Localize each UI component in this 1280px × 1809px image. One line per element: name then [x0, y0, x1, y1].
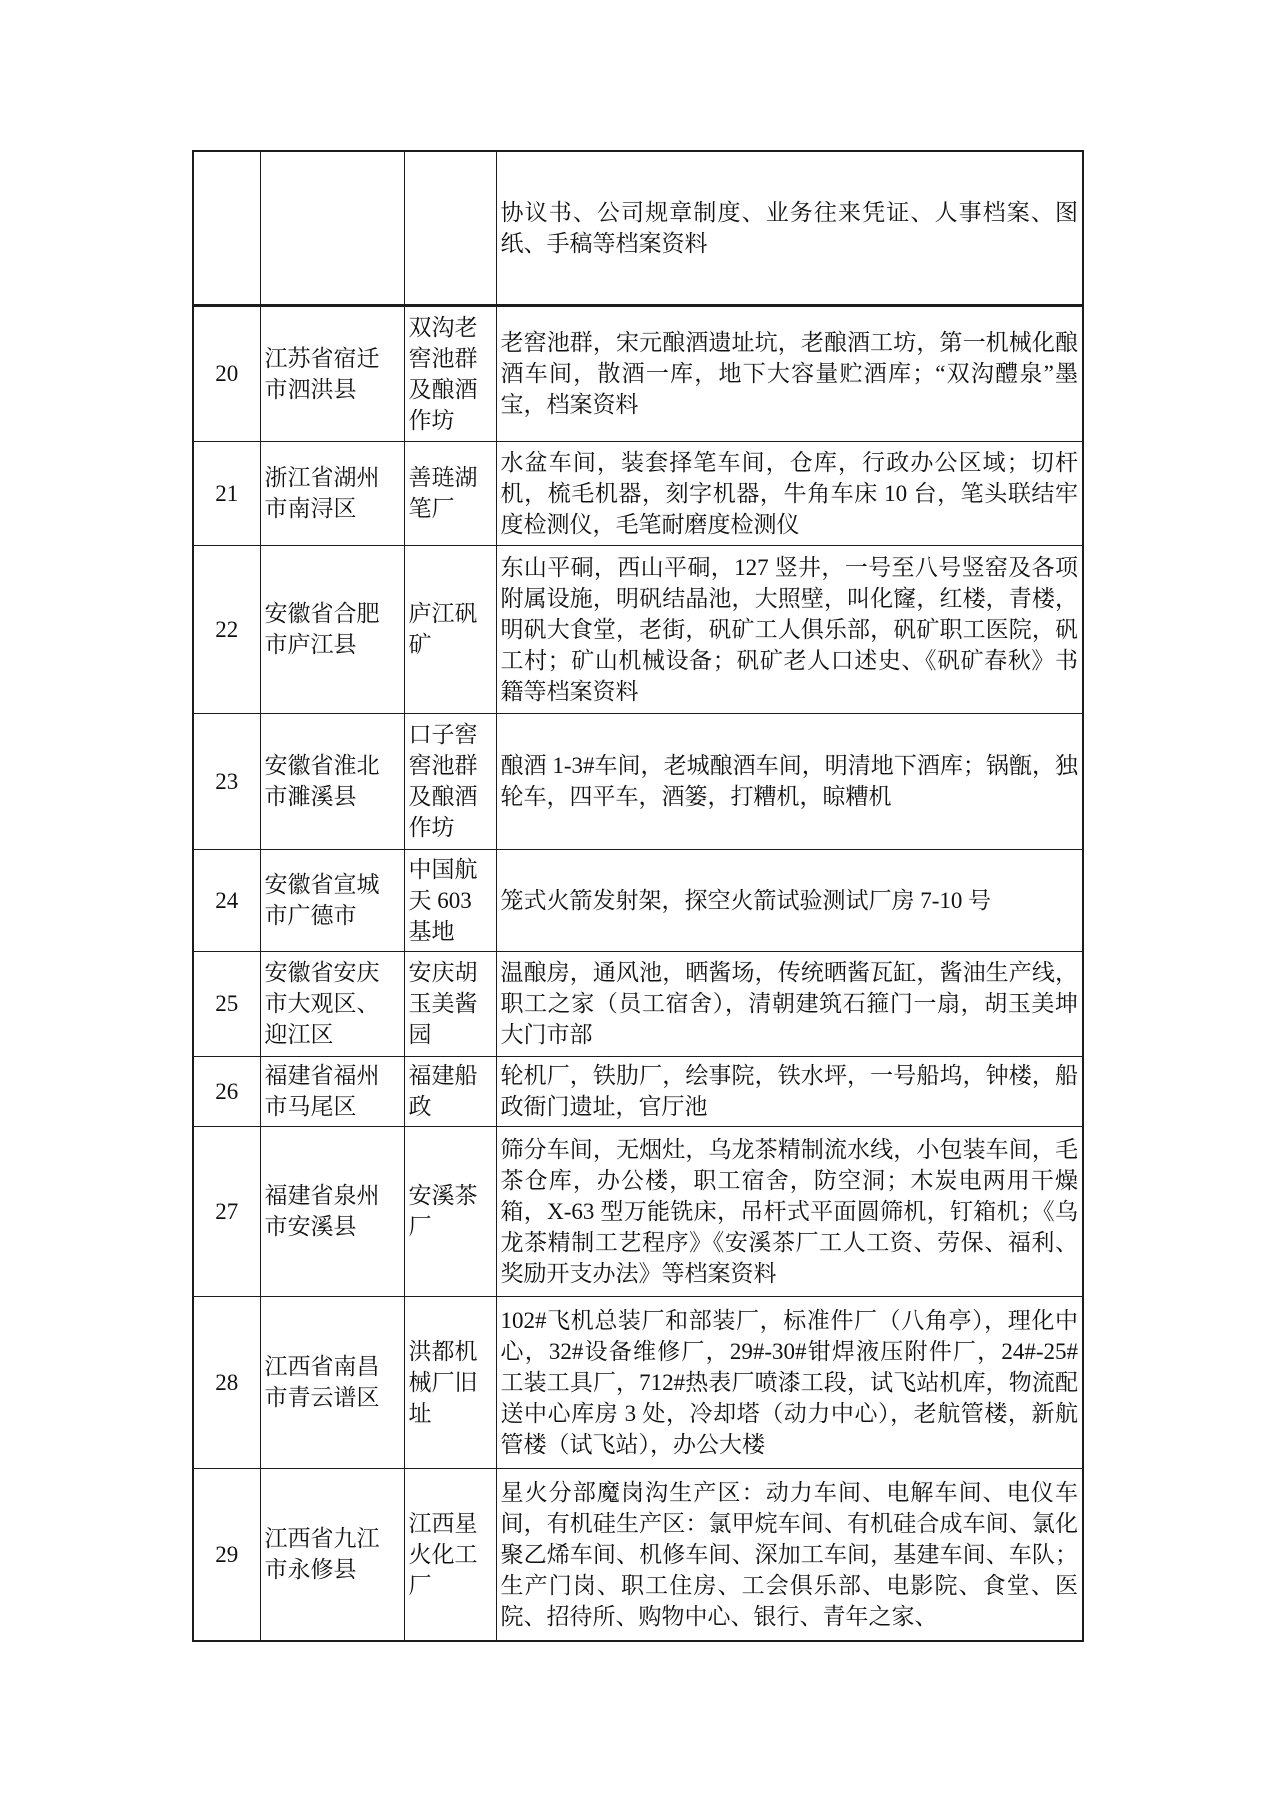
site-name-cell: 洪都机械厂旧址	[404, 1296, 496, 1468]
table-row	[193, 1296, 1083, 1468]
table-row	[193, 1468, 1083, 1641]
site-name-cell: 安庆胡玉美酱园	[404, 951, 496, 1056]
site-name-cell: 中国航天 603 基地	[404, 849, 496, 951]
table-row	[193, 305, 1083, 441]
row-number-cell	[193, 151, 260, 305]
location-cell: 安徽省合肥市庐江县	[260, 545, 404, 713]
location-cell: 安徽省宣城市广德市	[260, 849, 404, 951]
site-name-cell: 善琏湖笔厂	[404, 441, 496, 545]
items-cell: 温酿房，通风池，晒酱场，传统晒酱瓦缸，酱油生产线，职工之家（员工宿舍），清朝建筑石箍门一扇，胡玉美坤大门市部	[496, 951, 1083, 1056]
table-row	[193, 849, 1083, 951]
table-row	[193, 1126, 1083, 1296]
row-number-cell: 24	[193, 849, 260, 951]
location-cell: 福建省福州市马尾区	[260, 1056, 404, 1126]
site-name-cell: 双沟老窖池群及酿酒作坊	[404, 305, 496, 441]
row-number-cell: 26	[193, 1056, 260, 1126]
location-cell: 江西省九江市永修县	[260, 1468, 404, 1641]
items-cell: 轮机厂，铁肋厂，绘事院，铁水坪，一号船坞，钟楼，船政衙门遗址，官厅池	[496, 1056, 1083, 1126]
site-name-cell: 安溪茶厂	[404, 1126, 496, 1296]
location-cell: 福建省泉州市安溪县	[260, 1126, 404, 1296]
row-number-cell: 21	[193, 441, 260, 545]
location-cell: 安徽省淮北市濉溪县	[260, 713, 404, 849]
site-name-cell	[404, 151, 496, 305]
location-cell: 安徽省安庆市大观区、迎江区	[260, 951, 404, 1056]
site-name-cell: 口子窖窖池群及酿酒作坊	[404, 713, 496, 849]
items-cell: 协议书、公司规章制度、业务往来凭证、人事档案、图纸、手稿等档案资料	[496, 151, 1083, 305]
row-number-cell: 25	[193, 951, 260, 1056]
items-cell: 筛分车间，无烟灶，乌龙茶精制流水线，小包装车间，毛茶仓库，办公楼，职工宿舍，防空洞；木炭电两用干燥箱，X-63 型万能铣床，吊杆式平面圆筛机，钉箱机；《乌龙茶精制工艺程序》《安溪茶厂工人工资、劳保、福利、奖励开支办法》等档案资料	[496, 1126, 1083, 1296]
location-cell: 江苏省宿迁市泗洪县	[260, 305, 404, 441]
items-cell: 酿酒 1-3#车间，老城酿酒车间，明清地下酒库；锅甑，独轮车，四平车，酒篓，打糟机，晾糟机	[496, 713, 1083, 849]
items-cell: 东山平硐，西山平硐，127 竖井，一号至八号竖窑及各项附属设施，明矾结晶池，大照壁，叫化窿，红楼，青楼，明矾大食堂，老街，矾矿工人俱乐部，矾矿职工医院，矾工村；矿山机械设备；矾矿老人口述史、《矾矿春秋》书籍等档案资料	[496, 545, 1083, 713]
row-number-cell: 29	[193, 1468, 260, 1641]
table-row-continued	[193, 151, 1083, 305]
row-number-cell: 22	[193, 545, 260, 713]
table-row	[193, 951, 1083, 1056]
site-name-cell: 江西星火化工厂	[404, 1468, 496, 1641]
location-cell: 浙江省湖州市南浔区	[260, 441, 404, 545]
table-row	[193, 1056, 1083, 1126]
items-cell: 102#飞机总装厂和部装厂，标准件厂（八角亭），理化中心，32#设备维修厂，29#-30#钳焊液压附件厂，24#-25#工装工具厂，712#热表厂喷漆工段，试飞站机库，物流配送中心库房 3 处，冷却塔（动力中心），老航管楼，新航管楼（试飞站），办公大楼	[496, 1296, 1083, 1468]
row-number-cell: 28	[193, 1296, 260, 1468]
items-cell: 水盆车间，装套择笔车间，仓库，行政办公区域；切杆机，梳毛机器，刻字机器，牛角车床 10 台，笔头联结牢度检测仪，毛笔耐磨度检测仪	[496, 441, 1083, 545]
location-cell: 江西省南昌市青云谱区	[260, 1296, 404, 1468]
site-name-cell: 福建船政	[404, 1056, 496, 1126]
items-cell: 老窖池群，宋元酿酒遗址坑，老酿酒工坊，第一机械化酿酒车间，散酒一库，地下大容量贮酒库；“双沟醴泉”墨宝，档案资料	[496, 305, 1083, 441]
table-row	[193, 441, 1083, 545]
items-cell: 星火分部魔岗沟生产区：动力车间、电解车间、电仪车间，有机硅生产区：氯甲烷车间、有机硅合成车间、氯化聚乙烯车间、机修车间、深加工车间，基建车间、车队；生产门岗、职工住房、工会俱乐部、电影院、食堂、医院、招待所、购物中心、银行、青年之家、	[496, 1468, 1083, 1641]
row-number-cell: 23	[193, 713, 260, 849]
row-number-cell: 20	[193, 305, 260, 441]
table-row	[193, 545, 1083, 713]
location-cell	[260, 151, 404, 305]
site-name-cell: 庐江矾矿	[404, 545, 496, 713]
row-number-cell: 27	[193, 1126, 260, 1296]
table-row	[193, 713, 1083, 849]
items-cell: 笼式火箭发射架，探空火箭试验测试厂房 7-10 号	[496, 849, 1083, 951]
heritage-sites-table	[192, 150, 1084, 1642]
